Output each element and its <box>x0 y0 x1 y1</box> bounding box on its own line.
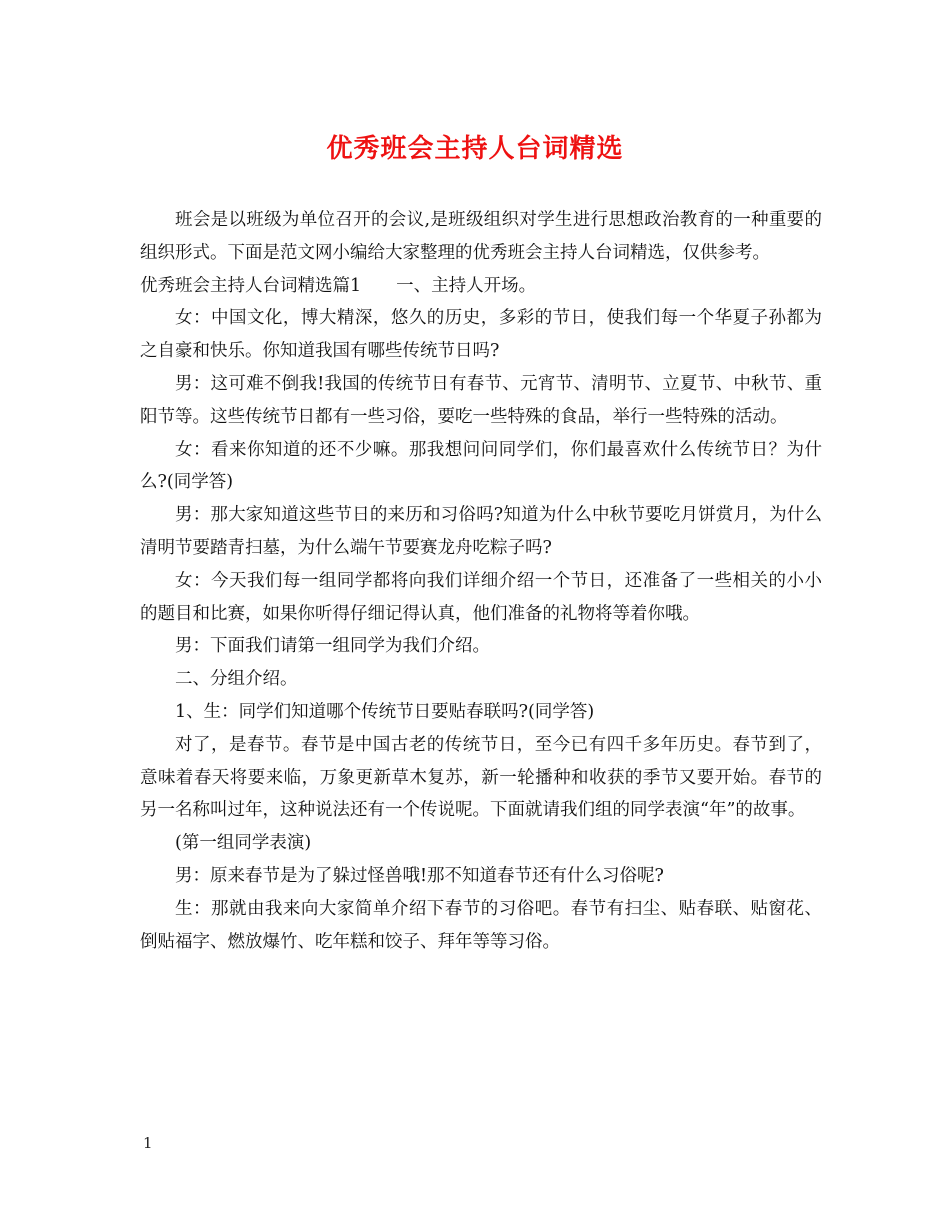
paragraph: 对了，是春节。春节是中国古老的传统节日，至今已有四千多年历史。春节到了，意味着春天将要来临，万象更新草木复苏，新一轮播种和收获的季节又要开始。春节的另一名称叫过年，这种说法还有一个传说呢。下面就请我们组的同学表演“年”的故事。 <box>140 734 822 821</box>
paragraph: 男：那大家知道这些节日的来历和习俗吗?知道为什么中秋节要吃月饼赏月，为什么清明节要踏青扫墓，为什么端午节要赛龙舟吃粽子吗? <box>140 505 822 558</box>
paragraph: 男：原来春节是为了躲过怪兽哦!那不知道春节还有什么习俗呢? <box>175 865 664 886</box>
document-title: 优秀班会主持人台词精选 <box>326 134 624 164</box>
paragraph: 1、生：同学们知道哪个传统节日要贴春联吗?(同学答) <box>175 701 595 722</box>
paragraph: 女：中国文化，博大精深，悠久的历史，多彩的节日，使我们每一个华夏子孙都为之自豪和快乐。你知道我国有哪些传统节日吗? <box>140 308 822 362</box>
paragraph: (第一组同学表演) <box>175 833 312 854</box>
page-number: 1 <box>143 1134 153 1152</box>
paragraph: 生：那就由我来向大家简单介绍下春节的习俗吧。春节有扫尘、贴春联、贴窗花、倒贴福字、燃放爆竹、吃年糕和饺子、拜年等等习俗。 <box>140 898 822 952</box>
paragraph-intro: 班会是以班级为单位召开的会议,是班级组织对学生进行思想政治教育的一种重要的组织形式。下面是范文网小编给大家整理的优秀班会主持人台词精选，仅供参考。 <box>140 210 822 263</box>
paragraph: 女：看来你知道的还不少嘛。那我想问问同学们，你们最喜欢什么传统节日？为什么?(同学答) <box>140 439 822 493</box>
paragraph: 女：今天我们每一组同学都将向我们详细介绍一个节日，还准备了一些相关的小小的题目和比赛，如果你听得仔细记得认真，他们准备的礼物将等着你哦。 <box>140 570 822 624</box>
paragraph: 男：下面我们请第一组同学为我们介绍。 <box>175 636 490 657</box>
paragraph: 男：这可难不倒我!我国的传统节日有春节、元宵节、清明节、立夏节、中秋节、重阳节等。这些传统节日都有一些习俗，要吃一些特殊的食品，举行一些特殊的活动。 <box>140 373 822 427</box>
paragraph-subheading: 二、分组介绍。 <box>175 669 298 690</box>
document-body <box>140 204 822 958</box>
paragraph-section-heading: 优秀班会主持人台词精选篇1 一、主持人开场。 <box>140 275 537 296</box>
